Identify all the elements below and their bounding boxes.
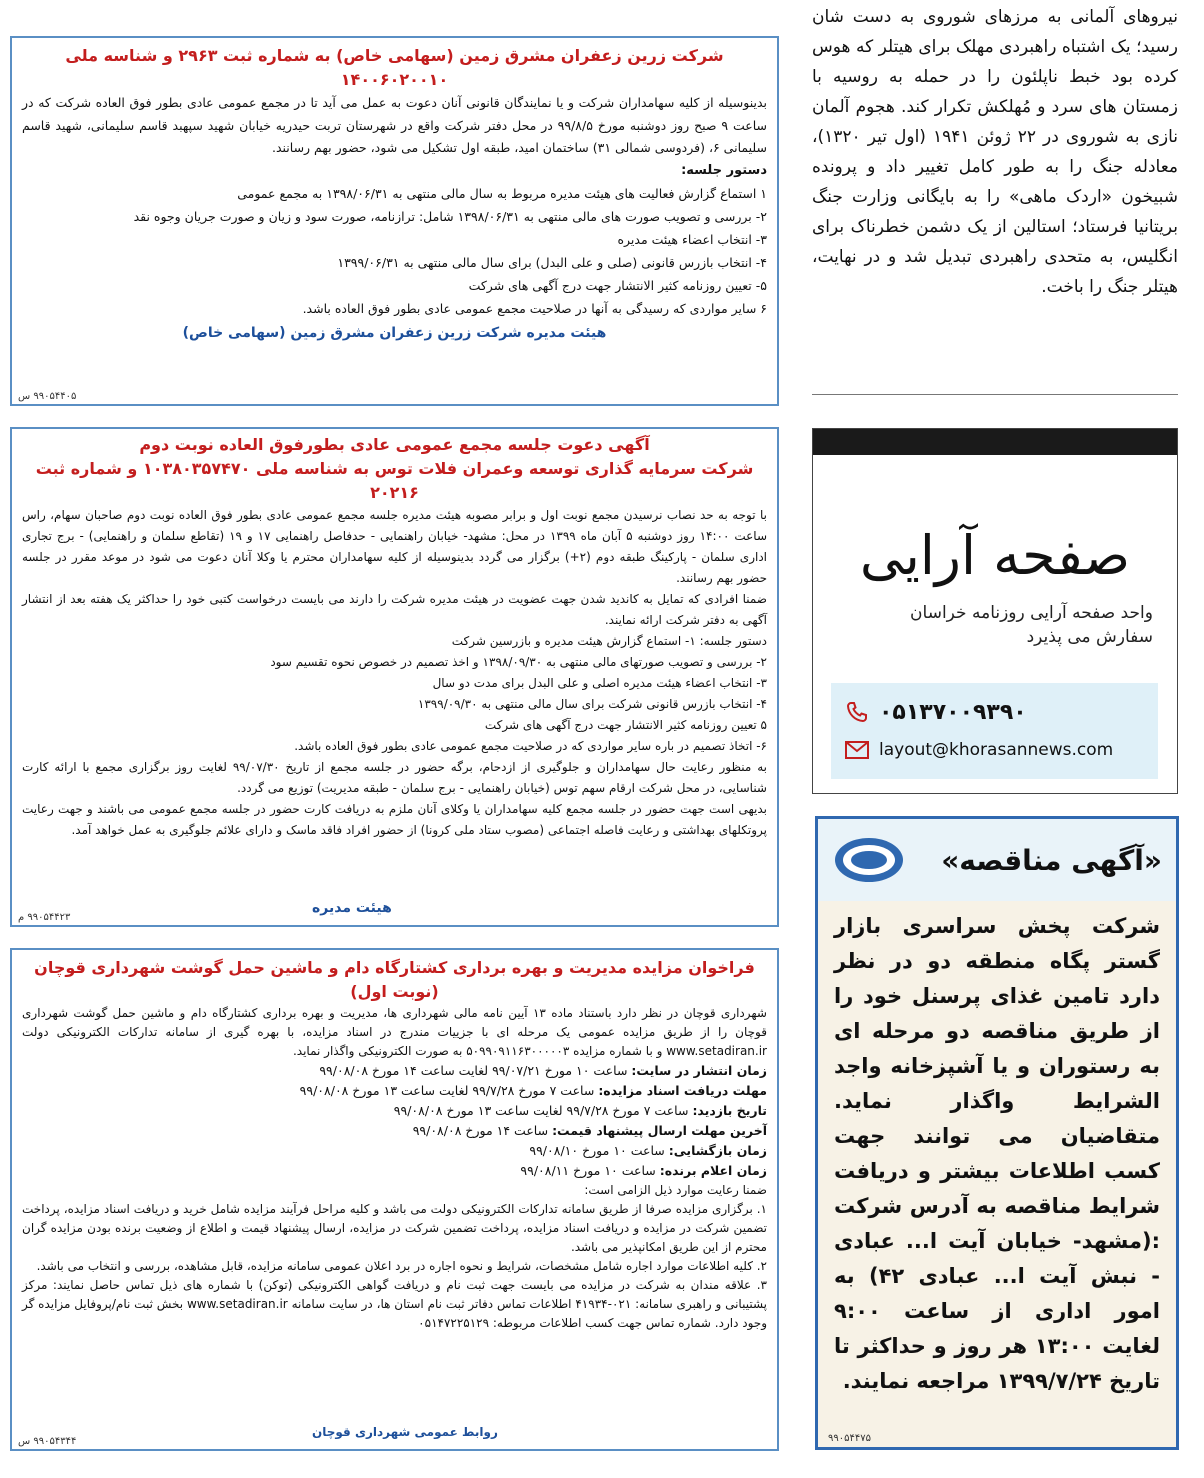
schedule-row xyxy=(22,1101,767,1121)
ad-top-bar xyxy=(813,429,1177,455)
phone-row xyxy=(845,693,1144,731)
ad2-paragraph-4: بدیهی است جهت حضور در جلسه مجمع کلیه سهامداران یا وکلای آنان ملزم به دریافت کارت حضور در جلسه مجمع عمومی می باشند و جهت رعایت پروتکلهای بهداشتی و رعایت فاصله اجتماعی (مصوب ستاد ملی کرونا) از حضور افراد فاقد ماسک و دارای علائم جلوگیری به عمل خواهد آمد. xyxy=(22,802,767,837)
ad3-schedule xyxy=(22,1061,767,1181)
schedule-label: زمان انتشار در سایت: xyxy=(631,1063,767,1078)
ad-quchan-auction xyxy=(10,948,779,1451)
schedule-value: ساعت ۱۰ مورخ ۹۹/۰۸/۱۱ xyxy=(520,1163,656,1178)
schedule-value: ساعت ۷ مورخ ۹۹/۷/۲۸ لغایت ساعت ۱۳ مورخ ۹۹/۰۸/۰۸ xyxy=(393,1103,689,1118)
list-item: ۵ تعیین روزنامه کثیر الانتشار جهت درج آگهی های شرکت xyxy=(484,718,767,732)
ad3-paragraph: شهرداری قوچان در نظر دارد باستناد ماده ۱۳ آیین نامه مالی شهرداری ها، مدیریت و بهره برداری کشتارگاه دام و ماشین حمل گوشت شهرداری قوچان را از طریق مزایده عمومی یک مرحله ای با جزییات مندرج در اسناد مزایده، با بهره گیری از سامانه تدارکات الکترونیکی دولت www.setadiran.ir و با شماره مزایده ۵۰۹۹۰۹۱۱۶۳۰۰۰۰۰۳ به صورت الکترونیکی واگذار نماید. xyxy=(22,1006,767,1058)
contact-panel xyxy=(831,683,1158,779)
ad1-agenda-list xyxy=(22,182,767,320)
mail-icon xyxy=(845,741,869,759)
ad2-code: ۹۹۰۵۴۴۲۳ م xyxy=(18,912,71,923)
ad1-code: ۹۹۰۵۴۴۰۵ س xyxy=(18,391,77,402)
history-article-text: نیروهای آلمانی به مرزهای شوروی به دست شان رسید؛ یک اشتباه راهبردی مهلک برای هیتلر که هوس کرده بود خبط ناپلئون را در حمله به روسیه با زمستان های سرد و مُهلکش تکرار کند. هجوم آلمان نازی به شوروی در ۲۲ ژوئن ۱۹۴۱ (اول تیر ۱۳۲۰)، معادله جنگ را به طور کامل تغییر داد و پرونده شبیخون «اردک ماهی» را به بایگانی وزارت جنگ بریتانیا فرستاد؛ استالین از یک دشمن خطرناک برای انگلیس، به متحدی راهبردی تبدیل شد و در نهایت، هیتلر جنگ را باخت. xyxy=(812,7,1179,297)
tender-ad xyxy=(815,816,1179,1450)
layout-line-2: سفارش می پذیرد xyxy=(1026,627,1153,647)
schedule-label: مهلت دریافت اسناد مزایده: xyxy=(598,1083,767,1098)
ad2-paragraph-1: با توجه به حد نصاب نرسیدن مجمع نوبت اول و برابر مصوبه هیئت مدیره جلسه مجمع عمومی عادی بطور فوق العاده نوبت دوم صاحبان سهام، راس ساعت ۱۴:۰۰ روز دوشنبه ۵ آبان ماه ۱۳۹۹ در محل: مشهد- خیابان راهنمایی - حدفاصل راهنمایی ۱۷ و ۱۹ (تقاطع سلمان و راهنمایی) - برج تجاری اداری سلمان - پارکینگ طبقه دوم (۲+) برگزار می گردد بدینوسیله از کلیه سهامداران محترم یا وکلا آنان دعوت می شود در موعد مقرر در جلسه حضور بهم رسانند. xyxy=(22,508,767,585)
tender-header xyxy=(818,819,1176,901)
list-item: ۳- انتخاب اعضاء هیئت مدیره xyxy=(617,231,767,247)
schedule-row xyxy=(22,1161,767,1181)
schedule-row xyxy=(22,1141,767,1161)
ad1-agenda-label: دستور جلسه: xyxy=(681,162,767,178)
schedule-label: زمان بازگشایی: xyxy=(668,1143,767,1158)
schedule-label: تاریخ بازدید: xyxy=(692,1103,767,1118)
ad2-body xyxy=(22,505,767,631)
ad2-title-line2: شرکت سرمایه گذاری توسعه وعمران فلات توس به شناسه ملی ۱۰۳۸۰۳۵۷۴۷۰ و شماره ثبت ۲۰۲۱۶ xyxy=(35,459,754,502)
schedule-value: ساعت ۱۴ مورخ ۹۹/۰۸/۰۸ xyxy=(412,1123,549,1138)
ad1-signature: هیئت مدیره شرکت زرین زعفران مشرق زمین (سهامی خاص) xyxy=(182,324,607,341)
schedule-label: زمان اعلام برنده: xyxy=(659,1163,767,1178)
layout-headline: صفحه آرایی xyxy=(859,524,1131,587)
schedule-row xyxy=(22,1061,767,1081)
phone-icon xyxy=(845,700,869,724)
list-item: ۱. برگزاری مزایده صرفا از طریق سامانه تدارکات الکترونیکی دولت می باشد و کلیه مراحل فرآیند مزایده شامل خرید و دریافت اسناد مزایده، پرداخت تضمین شرکت در مزایده و دریافت اسناد مزایده، پرداخت تضمین شرکت در مزایده، ارسال پیشنهاد قیمت و اطلاع از وضعیت برنده بودن مزایده گران محترم از این طریق امکانپذیر می باشد. xyxy=(22,1202,767,1254)
tender-title: «آگهی مناقصه» xyxy=(941,843,1162,877)
list-item: ۴- انتخاب بازرس قانونی شرکت برای سال مالی منتهی به ۱۳۹۹/۰۹/۳۰ xyxy=(417,697,767,711)
pegah-logo-icon xyxy=(832,835,906,885)
tender-body: شرکت پخش سراسری بازار گستر پگاه منطقه دو در نظر دارد تامین غذای پرسنل خود را از طریق مناقصه دو مرحله ای به رستوران و یا آشپزخانه واجد الشرایط واگذار نماید. متقاضیان می توانند جهت کسب اطلاعات بیشتر و دریافت شرایط مناقصه به آدرس شرکت :(مشهد- خیابان آیت ا... عبادی - نبش آیت ا... عبادی ۴۲) به امور اداری از ساعت ۹:۰۰ لغایت ۱۳:۰۰ هر روز و حداکثر تا تاریخ ۱۳۹۹/۷/۲۴ مراجعه نمایند. xyxy=(834,914,1161,1393)
list-item: ۵- تعیین روزنامه کثیر الانتشار جهت درج آگهی های شرکت xyxy=(468,277,767,293)
ad-falat-toos xyxy=(10,427,779,927)
schedule-row xyxy=(22,1081,767,1101)
list-item: ۴- انتخاب بازرس قانونی (صلی و علی البدل) برای سال مالی منتهی به ۱۳۹۹/۰۶/۳۱ xyxy=(337,254,767,270)
ad-zarrin-zaferan xyxy=(10,36,779,406)
tender-code: ۹۹۰۵۴۴۷۵ xyxy=(828,1433,871,1444)
schedule-value: ساعت ۷ مورخ ۹۹/۷/۲۸ لغایت ساعت ۱۳ مورخ ۹۹/۰۸/۰۸ xyxy=(299,1083,595,1098)
list-item: ۲- بررسی و تصویب صورتهای مالی منتهی به ۱۳۹۸/۰۹/۳۰ و اخذ تصمیم در خصوص نحوه تقسیم سود xyxy=(270,655,767,669)
list-item: ۳. علاقه مندان به شرکت در مزایده می بایست جهت ثبت نام و دریافت گواهی الکترونیکی (توکن) با شماره های ذیل تماس حاصل نمایند: مرکز پشتیبانی و راهبری سامانه: ۰۲۱-۴۱۹۳۴ اطلاعات تماس دفاتر ثبت نام استان ها، در سایت سامانه www.setadiran.ir بخش ثبت نام/پروفایل مزایده گر وجود دارد. شماره تماس جهت کسب اطلاعات مربوطه: ۰۵۱۴۷۲۲۵۱۲۹ xyxy=(22,1278,767,1330)
list-item: دستور جلسه: ۱- استماع گزارش هیئت مدیره و بازرسین شرکت xyxy=(451,634,767,648)
schedule-value: ساعت ۱۰ مورخ ۹۹/۰۷/۲۱ لغایت ساعت ۱۴ مورخ ۹۹/۰۸/۰۸ xyxy=(319,1063,628,1078)
ad2-agenda-list xyxy=(22,631,767,757)
ad3-signature: روابط عمومی شهرداری قوچان xyxy=(312,1425,498,1439)
list-item: ۲- بررسی و تصویب صورت های مالی منتهی به ۱۳۹۸/۰۶/۳۱ شامل: ترازنامه، صورت سود و زیان و صورت جریان وجوه نقد xyxy=(133,208,767,224)
ad3-title: فراخوان مزایده مدیریت و بهره برداری کشتارگاه دام و ماشین حمل گوشت شهرداری قوچان (نوبت اول) xyxy=(34,958,755,1001)
column-divider xyxy=(812,394,1178,395)
ad3-items xyxy=(22,1200,767,1333)
schedule-row xyxy=(22,1121,767,1141)
email-address: layout@khorasannews.com xyxy=(879,740,1114,760)
ad3-note: ضمنا رعایت موارد ذیل الزامی است: xyxy=(584,1183,767,1197)
list-item: ۱ استماع گزارش فعالیت های هیئت مدیره مربوط به سال مالی منتهی به ۱۳۹۸/۰۶/۳۱ به مجمع عمومی xyxy=(237,185,767,201)
email-row xyxy=(845,731,1144,769)
list-item: ۲. کلیه اطلاعات موارد اجاره شامل مشخصات، شرایط و نحوه اجاره در برد اعلان عمومی سامانه مزایده، قابل مشاهده، بررسی و انتخاب می باشد. xyxy=(36,1259,767,1273)
phone-number: ۰۵۱۳۷۰۰۹۳۹۰ xyxy=(879,699,1027,725)
ad1-paragraph: بدینوسیله از کلیه سهامداران شرکت و یا نمایندگان قانونی آنان دعوت به عمل می آید تا در مجمع عمومی عادی بطور فوق العاده شرکت که در ساعت ۹ صبح روز دوشنبه مورخ ۹۹/۸/۵ در محل دفتر شرکت واقع در شهرستان تربت حیدریه خیابان شهید سپهبد قاسم سلیمانی، شهید قاسم سلیمانی ۶، (فردوسی شمالی ۳۱) ساختمان امید، طبقه اول تشکیل می شود، حضور بهم رسانند. xyxy=(22,95,767,155)
ad2-title-line1: آگهی دعوت جلسه مجمع عمومی عادی بطورفوق العاده نوبت دوم xyxy=(139,435,650,454)
ad1-title: شرکت زرین زعفران مشرق زمین (سهامی خاص) به شماره ثبت ۲۹۶۳ و شناسه ملی ۱۴۰۰۶۰۲۰۰۱۰ xyxy=(65,46,724,89)
ad3-body xyxy=(22,1004,767,1061)
layout-service-ad xyxy=(812,428,1178,794)
ad3-code: ۹۹۰۵۴۳۴۴ س xyxy=(18,1436,77,1447)
ad1-body xyxy=(22,92,767,160)
layout-line-1: واحد صفحه آرایی روزنامه خراسان xyxy=(910,603,1153,623)
list-item: ۶- اتخاذ تصمیم در باره سایر مواردی که در صلاحیت مجمع عمومی عادی بطور فوق العاده باشد. xyxy=(294,739,767,753)
ad2-paragraph-2: ضمنا افرادی که تمایل به کاندید شدن جهت عضویت در هیئت مدیره شرکت را دارند می بایست درخواست کتبی خود را حداکثر یک هفته بعد از انتشار آگهی به دفتر شرکت ارائه نمایند. xyxy=(22,592,767,627)
schedule-label: آخرین مهلت ارسال پیشنهاد قیمت: xyxy=(552,1123,767,1138)
list-item: ۳- انتخاب اعضاء هیئت مدیره اصلی و علی البدل برای مدت دو سال xyxy=(432,676,767,690)
ad2-signature: هیئت مدیره xyxy=(312,900,392,916)
schedule-value: ساعت ۱۰ مورخ ۹۹/۰۸/۱۰ xyxy=(529,1143,665,1158)
list-item: ۶ سایر مواردی که رسیدگی به آنها در صلاحیت مجمع عمومی عادی بطور فوق العاده باشد. xyxy=(302,300,767,316)
ad2-paragraph-3: به منظور رعایت حال سهامداران و جلوگیری از ازدحام، برگه حضور در جلسه مجمع از تاریخ ۹۹/۰۷/۳۰ لغایت روز برگزاری مجمع با ارائه کارت شناسایی، در محل شرکت ارقام سهم توس (خیابان راهنمایی - برج سلمان - طبقه مدیریت) توزیع می گردد. xyxy=(22,760,767,795)
ad2-body-2 xyxy=(22,757,767,841)
